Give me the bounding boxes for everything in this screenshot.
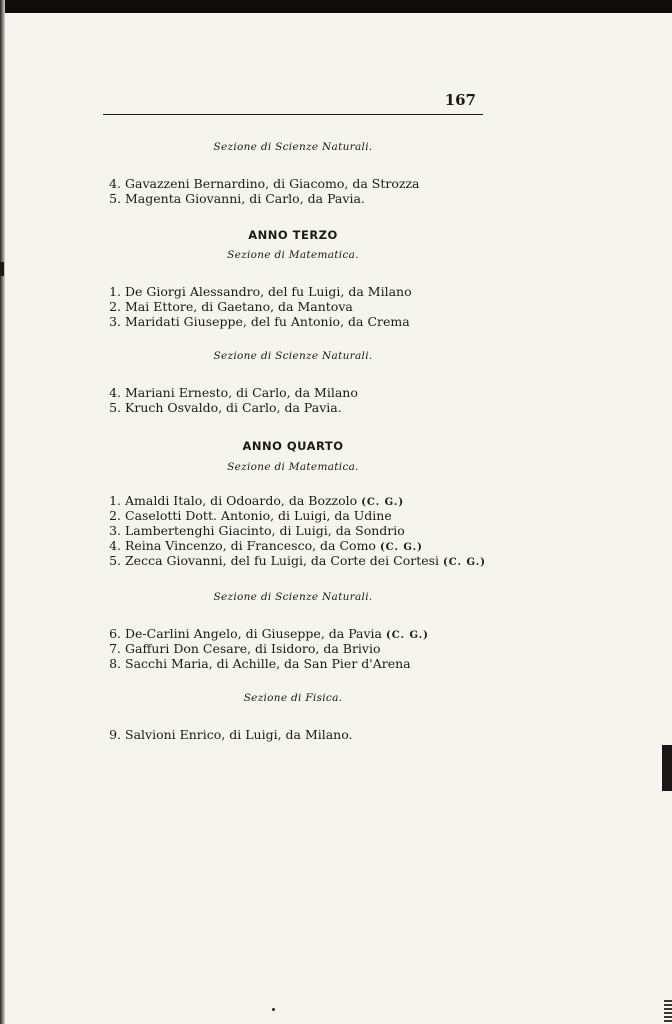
list-item: [103, 299, 483, 314]
list-item: [103, 191, 483, 206]
item-text: Caselotti Dott. Antonio, di Luigi, da Udine: [125, 508, 392, 523]
year-heading-quarto: ANNO QUARTO: [242, 439, 344, 453]
section-heading-naturali: Sezione di Scienze Naturali.: [213, 350, 373, 362]
item-number: 1.: [109, 493, 121, 508]
item-note: (C. G.): [386, 630, 429, 641]
item-number: 2.: [109, 299, 121, 314]
item-number: 2.: [109, 508, 121, 523]
section-heading-matematica: Sezione di Matematica.: [227, 461, 359, 473]
item-text: Sacchi Maria, di Achille, da San Pier d'Arena: [125, 656, 411, 671]
item-text: Gaffuri Don Cesare, di Isidoro, da Brivio: [125, 641, 381, 656]
list-item: [103, 176, 483, 191]
item-number: 7.: [109, 641, 121, 656]
item-text: Lambertenghi Giacinto, di Luigi, da Sondrio: [125, 523, 405, 538]
item-number: 5.: [109, 191, 121, 206]
item-number: 4.: [109, 538, 121, 553]
scan-right-tab: [662, 745, 672, 791]
list-item: [103, 508, 483, 523]
scan-margin-mark: [0, 262, 4, 276]
section-heading-naturali: Sezione di Scienze Naturali.: [213, 591, 373, 603]
item-text: Magenta Giovanni, di Carlo, da Pavia.: [125, 191, 365, 206]
item-number: 3.: [109, 314, 121, 329]
item-note: (C. G.): [361, 497, 405, 508]
list-item: [103, 641, 483, 656]
item-text: De Giorgi Alessandro, del fu Luigi, da Milano: [125, 284, 412, 299]
item-number: 6.: [109, 626, 121, 641]
item-number: 8.: [109, 656, 121, 671]
list-item: [103, 523, 483, 538]
item-text: Reina Vincenzo, di Francesco, da Como: [125, 538, 376, 553]
item-number: 5.: [109, 400, 121, 415]
list-item: [103, 656, 483, 671]
scan-speck: [272, 1008, 275, 1011]
list-item: [103, 314, 483, 329]
item-text: Salvioni Enrico, di Luigi, da Milano.: [125, 727, 353, 742]
list-item: [103, 400, 483, 415]
item-number: 3.: [109, 523, 121, 538]
item-number: 5.: [109, 553, 121, 568]
item-text: Mariani Ernesto, di Carlo, da Milano: [125, 385, 358, 400]
item-number: 4.: [109, 176, 121, 191]
section-heading-naturali: Sezione di Scienze Naturali.: [213, 141, 373, 153]
year-heading-terzo: ANNO TERZO: [248, 228, 338, 242]
page-number: 167: [444, 91, 476, 109]
item-text: Zecca Giovanni, del fu Luigi, da Corte dei Cortesi: [125, 553, 440, 568]
item-note: (C. G.): [379, 542, 423, 553]
section-heading-matematica: Sezione di Matematica.: [227, 249, 359, 261]
scan-top-border: [0, 0, 672, 13]
scan-left-edge: [0, 0, 5, 1024]
item-text: Amaldi Italo, di Odoardo, da Bozzolo: [125, 493, 358, 508]
scan-right-edge-mark: [664, 1000, 672, 1024]
item-number: 4.: [109, 385, 121, 400]
list-item: [103, 284, 483, 299]
item-note: (C. G.): [443, 557, 486, 568]
item-text: Mai Ettore, di Gaetano, da Mantova: [125, 299, 353, 314]
item-text: Maridati Giuseppe, del fu Antonio, da Crema: [125, 314, 410, 329]
item-text: De-Carlini Angelo, di Giuseppe, da Pavia: [125, 626, 383, 641]
list-item: [103, 727, 483, 742]
list-item: [103, 553, 486, 570]
list-item: [103, 385, 483, 400]
item-text: Gavazzeni Bernardino, di Giacomo, da Strozza: [125, 176, 420, 191]
item-text: Kruch Osvaldo, di Carlo, da Pavia.: [125, 400, 342, 415]
section-heading-fisica: Sezione di Fisica.: [243, 692, 343, 704]
header-rule: [103, 114, 483, 115]
item-number: 1.: [109, 284, 121, 299]
item-number: 9.: [109, 727, 121, 742]
